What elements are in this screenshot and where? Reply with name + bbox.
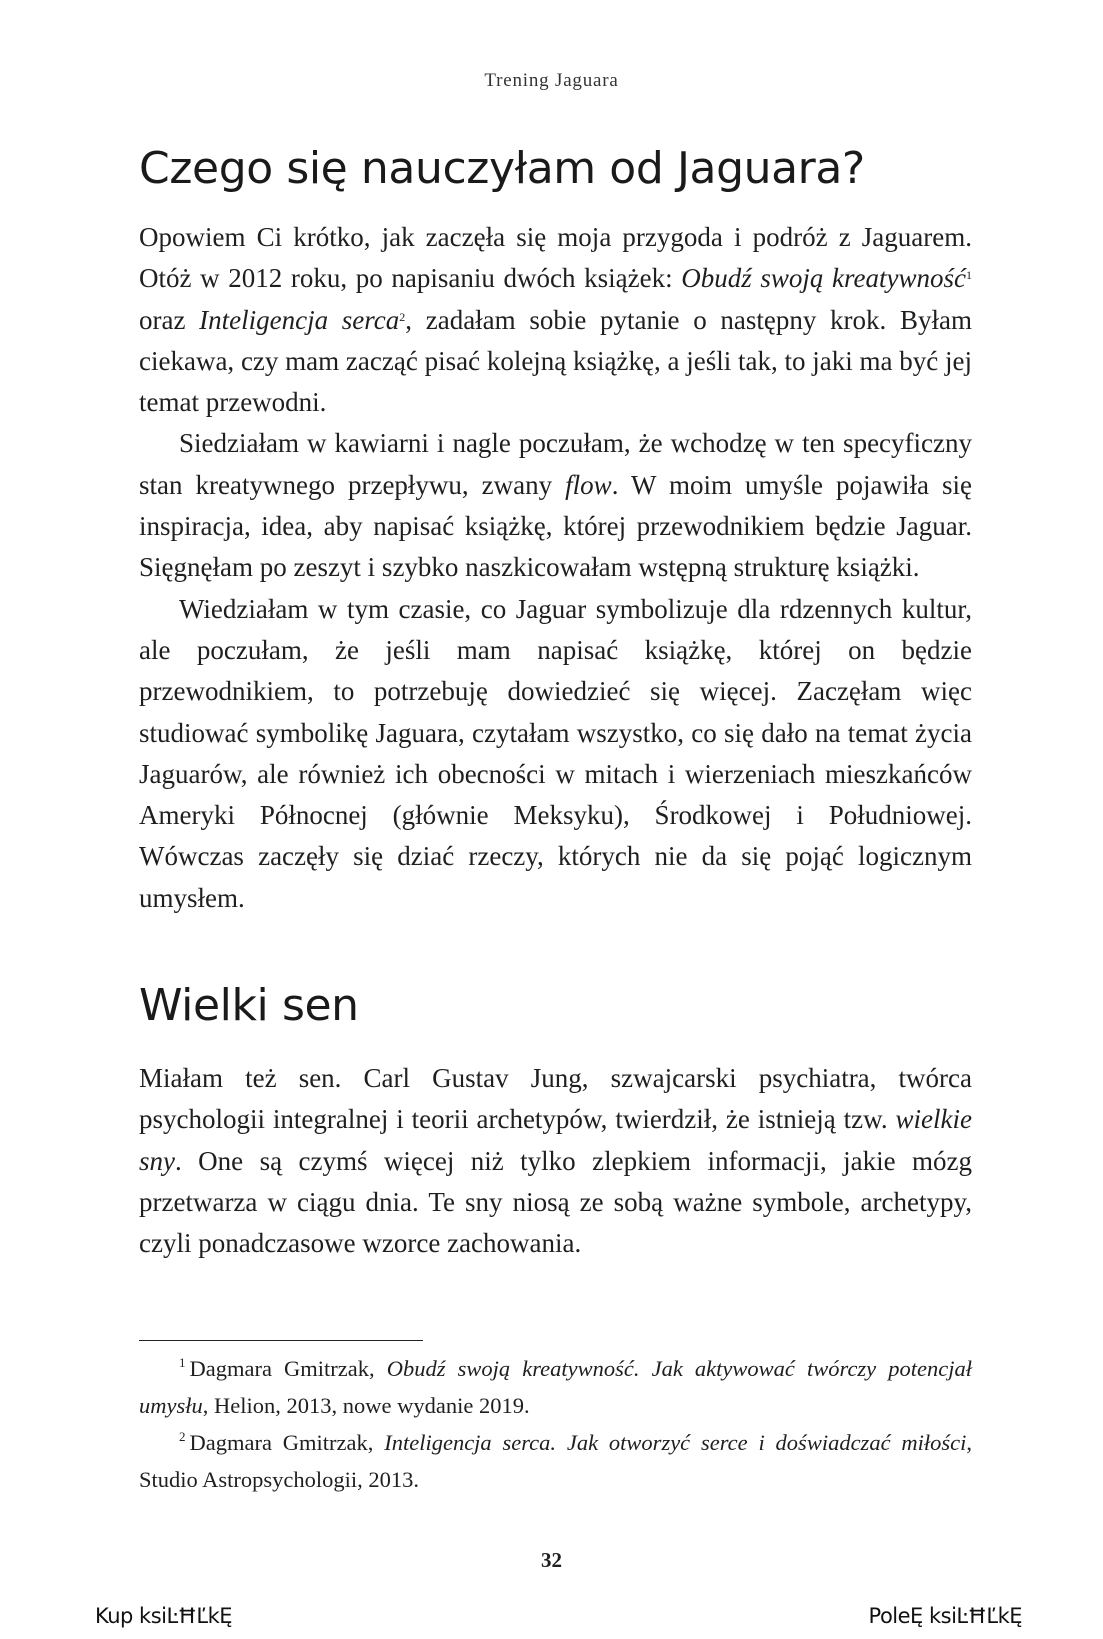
section-2-body <box>139 1058 972 1264</box>
book-title: Obudź swoją kreatywność <box>681 263 966 294</box>
footnote <box>139 1424 972 1498</box>
paragraph <box>139 423 972 588</box>
footnote-title: Obudź swoją kreatywność. Jak aktywować twórczy potencjał umysłu <box>139 1356 972 1418</box>
text-run: oraz <box>139 304 200 335</box>
section-1-body <box>139 217 972 919</box>
section-title: Wielki sen <box>139 980 359 1031</box>
term-flow: flow <box>565 469 612 500</box>
footnote-ref[interactable]: 2 <box>399 309 406 324</box>
text-run: Opowiem Ci krótko, jak zaczęła się moja przygoda i podróż z Jaguarem. Otóż w 2012 roku, po napisaniu dwóch książek: <box>139 222 972 294</box>
footnote-author: Dagmara Gmitrzak, <box>189 1430 385 1455</box>
section-what-i-learned <box>139 143 972 195</box>
section-big-dream <box>139 980 972 1032</box>
footnote-publisher: , Helion, 2013, nowe wydanie 2019. <box>202 1393 530 1418</box>
text-run: Siedziałam w kawiarni i nagle poczułam, że wchodzę w ten specyficzny stan kreatywnego przepływu, zwany <box>139 428 972 500</box>
footnote-title: Inteligencja serca. Jak otworzyć serce i doświadczać miłości <box>384 1430 967 1455</box>
buy-book-link[interactable]: Kup ksiĿĦĽkĘ <box>95 1604 233 1628</box>
page-number: 32 <box>541 1548 562 1572</box>
footnote-author: Dagmara Gmitrzak, <box>189 1356 387 1381</box>
text-run: . One są czymś więcej niż tylko zlepkiem informacji, jakie mózg przetwarza w ciągu dnia. Te sny niosą ze sobą ważne symbole, archetypy, czyli ponadczasowe wzorce zachowania. <box>139 1145 972 1259</box>
text-run: , zadałam sobie pytanie o następny krok. Byłam ciekawa, czy mam zacząć pisać kolejną książkę, a jeśli tak, to jaki ma być jej temat przewodni. <box>139 304 972 418</box>
paragraph <box>139 217 972 423</box>
footnote <box>139 1350 972 1424</box>
paragraph <box>139 1058 972 1264</box>
book-title: Inteligencja serca <box>199 304 400 335</box>
section-title: Czego się nauczyłam od Jaguara? <box>139 143 865 194</box>
term-big-dreams: wielkie sny <box>139 1104 972 1176</box>
footnote-number: 1 <box>179 1355 186 1370</box>
text-run: Miałam też sen. Carl Gustav Jung, szwajcarski psychiatra, twórca psychologii integralnej i teorii archetypów, twierdził, że istnieją tzw. <box>139 1063 972 1135</box>
footnote-number: 2 <box>179 1429 186 1444</box>
running-head: Trening Jaguara <box>484 70 619 91</box>
paragraph: Wiedziałam w tym czasie, co Jaguar symbolizuje dla rdzennych kultur, ale poczułam, że jeśli mam napisać książkę, której on będzie przewodnikiem, to potrzebuję dowiedzieć się więcej. Zaczęłam więc studiować symbolikę Jaguara, czytałam wszystko, co się dało na temat życia Jaguarów, ale również ich obecności w mitach i wierzeniach mieszkańców Ameryki Północnej (głównie Meksyku), Środkowej i Południowej. Wówczas zaczęły się dziać rzeczy, których nie da się pojąć logicznym umysłem. <box>139 593 972 913</box>
text-run: . W moim umyśle pojawiła się inspiracja, idea, aby napisać książkę, której przewodnikiem będzie Jaguar. Sięgnęłam po zeszyt i szybko naszkicowałam wstępną strukturę książki. <box>139 469 972 583</box>
footnotes <box>139 1350 972 1498</box>
recommend-book-link[interactable]: PoleĘ ksiĿĦĽkĘ <box>868 1604 1022 1628</box>
footnote-divider <box>139 1340 423 1341</box>
footnote-ref[interactable]: 1 <box>966 268 972 283</box>
footnote-publisher: , Studio Astropsychologii, 2013. <box>139 1430 973 1492</box>
